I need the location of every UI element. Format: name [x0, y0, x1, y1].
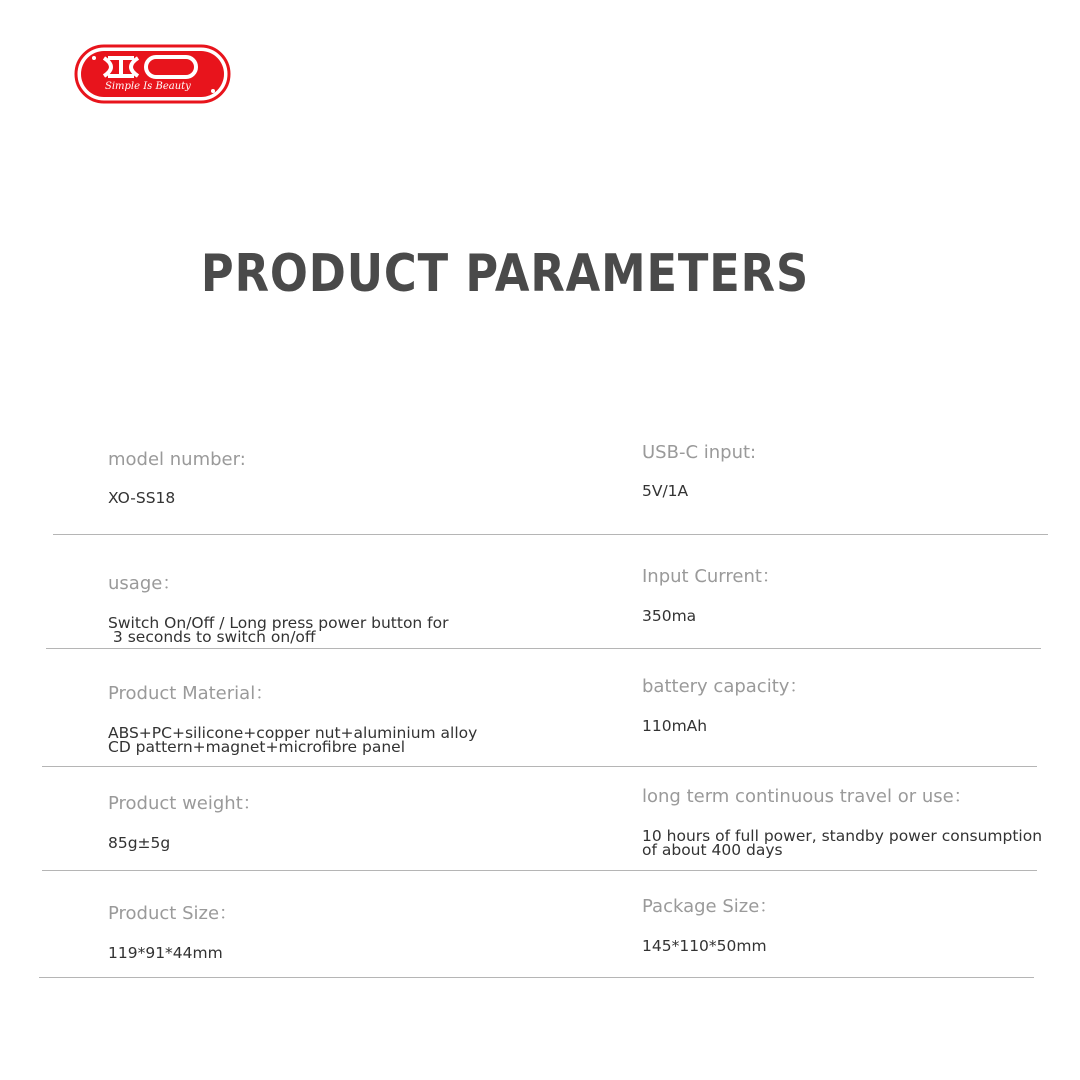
xo-logo [74, 44, 231, 104]
param-input-current [642, 562, 780, 623]
param-label: model number: [108, 449, 246, 470]
param-value: 85g±5g [108, 834, 171, 852]
divider [42, 870, 1037, 871]
param-label: Product Material： [108, 683, 274, 704]
param-label: Package Size： [642, 896, 778, 917]
page-title: PRODUCT PARAMETERS [200, 244, 810, 304]
param-label: long term continuous travel or use： [642, 786, 972, 807]
param-long-term-use [642, 782, 1042, 857]
param-product-weight [108, 789, 261, 850]
param-label: usage： [108, 573, 181, 594]
param-value: 10 hours of full power, standby power consumption of about 400 days [642, 827, 1043, 859]
param-value: 119*91*44mm [108, 944, 223, 962]
divider [46, 648, 1041, 649]
param-label: Product Size： [108, 903, 238, 924]
param-label: Product weight： [108, 793, 261, 814]
divider [39, 977, 1034, 978]
param-usage [108, 569, 449, 644]
param-label: USB-C input: [642, 442, 757, 463]
param-value: 145*110*50mm [642, 937, 767, 955]
param-usb-c-input [642, 442, 756, 498]
param-value: 5V/1A [642, 482, 689, 500]
divider [53, 534, 1048, 535]
param-label: Input Current： [642, 566, 780, 587]
param-battery-capacity [642, 672, 807, 733]
param-value: 350ma [642, 607, 697, 625]
param-value: 110mAh [642, 717, 708, 735]
param-label: battery capacity： [642, 676, 808, 697]
param-package-size [642, 892, 777, 953]
divider [42, 766, 1037, 767]
param-product-material [108, 679, 477, 754]
param-value: ABS+PC+silicone+copper nut+aluminium alloy CD pattern+magnet+microfibre panel [108, 724, 478, 756]
logo-tagline: Simple Is Beauty [105, 81, 191, 92]
param-value: Switch On/Off / Long press power button for 3 seconds to switch on/off [108, 614, 449, 646]
param-value: XO-SS18 [108, 489, 176, 507]
param-product-size [108, 899, 237, 960]
param-model-number [108, 449, 246, 505]
